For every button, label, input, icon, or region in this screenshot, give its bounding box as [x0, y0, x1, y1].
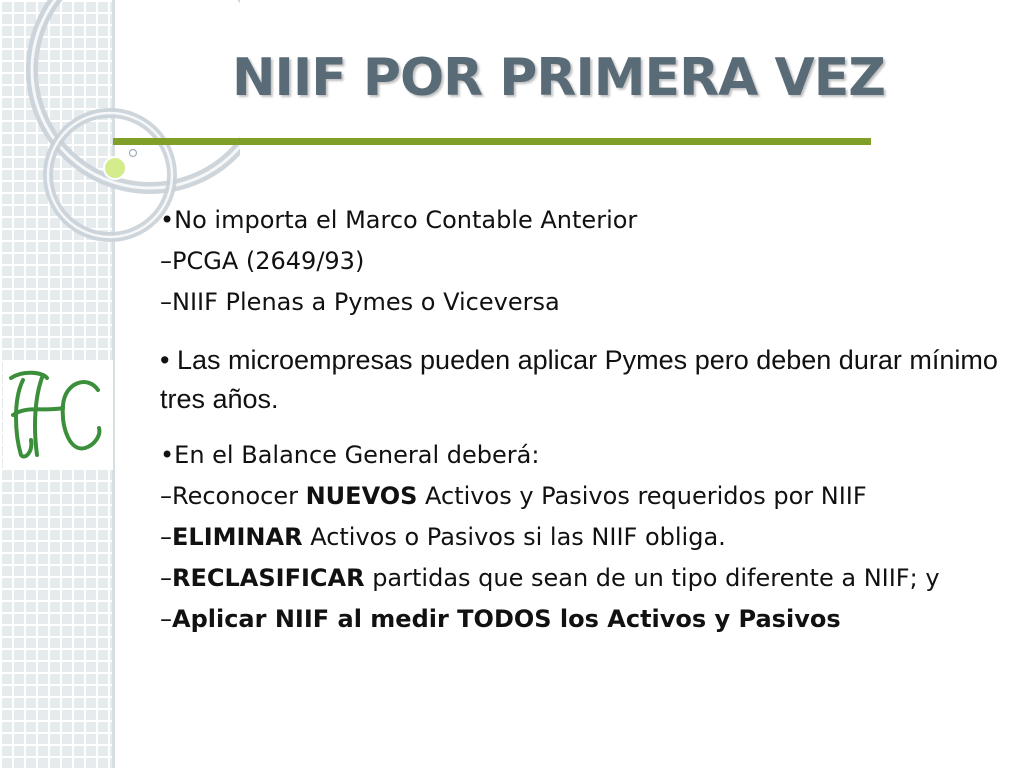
sub-bullet-reclasificar: –RECLASIFICAR partidas que sean de un tipo diferente a NIIF; y — [160, 564, 940, 592]
bullet-microempresas: • Las microempresas pueden aplicar Pymes pero deben durar mínimo tres años. — [160, 345, 998, 414]
sub-bullet-eliminar: –ELIMINAR Activos o Pasivos si las NIIF obliga. — [160, 523, 726, 551]
bullet-marco-contable: •No importa el Marco Contable Anterior — [160, 206, 638, 234]
slide-title: NIIF POR PRIMERA VEZ — [232, 48, 885, 108]
small-ring-dot — [130, 150, 137, 157]
sub-bullet-reconocer: –Reconocer NUEVOS Activos y Pasivos requeridos por NIIF — [160, 482, 867, 510]
green-dot — [104, 157, 126, 179]
large-arc-inner — [32, 0, 240, 188]
title-underline — [113, 138, 871, 145]
slide-content — [160, 200, 1000, 640]
bullet-balance-general: •En el Balance General deberá: — [160, 441, 540, 469]
hc-monogram-logo — [3, 360, 113, 470]
sub-bullet-aplicar-niif: –Aplicar NIIF al medir TODOS los Activos y Pasivos — [160, 605, 841, 633]
sub-bullet-niif-plenas: –NIIF Plenas a Pymes o Viceversa — [160, 288, 560, 316]
sub-bullet-pcga: –PCGA (2649/93) — [160, 247, 365, 275]
large-arc-ring — [32, 0, 240, 188]
